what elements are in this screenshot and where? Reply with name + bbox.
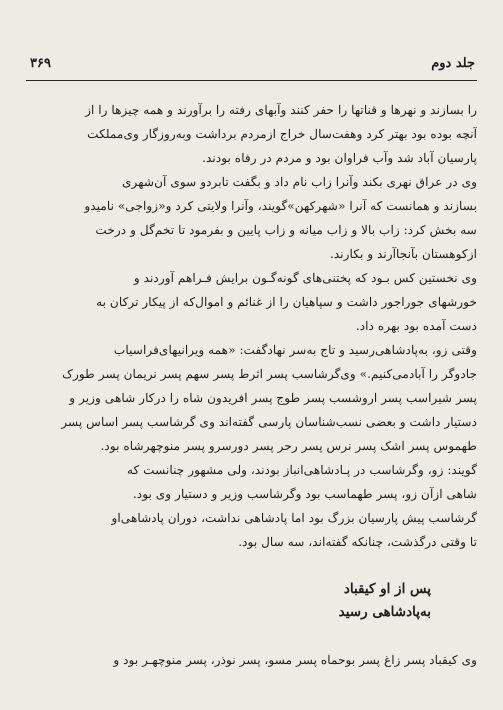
- text-line: وی نخستین کس بـود که پختنی‌های گونه‌گـون برایش فـراهم آوردند و: [133, 271, 477, 285]
- text-line: گویند: زو، وگرشاسب در پـادشاهی‌انباز بودند، ولی مشهور چنانست که: [126, 463, 477, 477]
- section-gap: [26, 624, 477, 648]
- text-line: وقتی زو، به‌پادشاهی‌رسید و تاج به‌سر نهادگفت: «همه ویرانیهای‌فراسیاب: [113, 343, 477, 357]
- text-line: تا وقتی درگذشت، چنانکه گفته‌اند، سه سال بود.: [238, 535, 477, 549]
- text-line: آنچه بوده بود بهتر کرد وهفت‌سال خراج ازمردم برداشت وبه‌روزگار وی‌مملکت: [87, 127, 477, 141]
- text-line: خورشهای جوراجور داشت و سپاهیان را از غنائم و اموال‌که از پیکار ترکان به‌: [96, 295, 477, 309]
- running-header: [26, 56, 477, 81]
- text-line: پسر شیراسب پسر اروشسب پسر طوج پسر افریدون شاه را درکار شاهی وزیر و: [69, 391, 477, 405]
- text-line: وی کیقباد پسر زاغ پسر بوحماه پسر مسو، پسر نوذر، پسر منوچهـر بود و: [113, 653, 477, 667]
- text-line: وی در عراق نهری بکند وآنرا زاب نام داد و بگفت تابردو سوی آن‌شهری: [122, 175, 477, 189]
- text-line: دست آمده بود بهره داد.: [355, 319, 477, 333]
- text-line: دستیار داشت و بعضی نسب‌شناسان پارسی گفته‌اند وی گرشاسب پسر اساس پسر: [61, 415, 477, 429]
- text-line: جادوگر را آبادمی‌کنیم.» وی‌گرشاسب پسر اثرط پسر سهم پسر نریمان پسر طورک: [62, 367, 477, 381]
- section-heading: به‌پادشاهی رسید: [338, 604, 431, 620]
- page-number: ۳۶۹: [30, 56, 51, 71]
- body-text: [26, 98, 477, 672]
- volume-title: جلد دوم: [431, 56, 475, 71]
- text-line: سه بخش کرد: زاب بالا و زاب میانه و زاب پایین و بفرمود تا تخم‌گل و درخت: [95, 223, 477, 237]
- text-line: گرشاسب پیش پارسیان بزرگ بود اما پادشاهی نداشت، دوران پادشاهی‌او: [111, 511, 477, 525]
- text-line: بسازند و همانست که آنرا «شهرکهن»گویند، وآنرا ولایتی کرد و«زواجی» نامیدو: [84, 199, 477, 213]
- text-line: شاهی ازآن زو، پسر طهماسب بود وگرشاسب وزیر و دستیار وی بود.: [132, 487, 477, 501]
- text-line: طهموس پسر اشک پسر نرس پسر رحر پسر دورسرو پسر منوچهرشاه بود.: [100, 439, 477, 453]
- section-gap: [26, 554, 477, 578]
- text-line: ازکوهستان بآنجاآرند و بکارند.: [329, 247, 477, 261]
- text-line: را بسازند و نهرها و قناتها را حفر کنند وآبهای رفته را برآورند و همه چیزها را از: [85, 103, 477, 117]
- text-line: پارسیان آباد شد وآب فراوان بود و مردم در رفاه بودند.: [202, 151, 477, 165]
- section-heading: پس از او کیقباد: [343, 581, 431, 597]
